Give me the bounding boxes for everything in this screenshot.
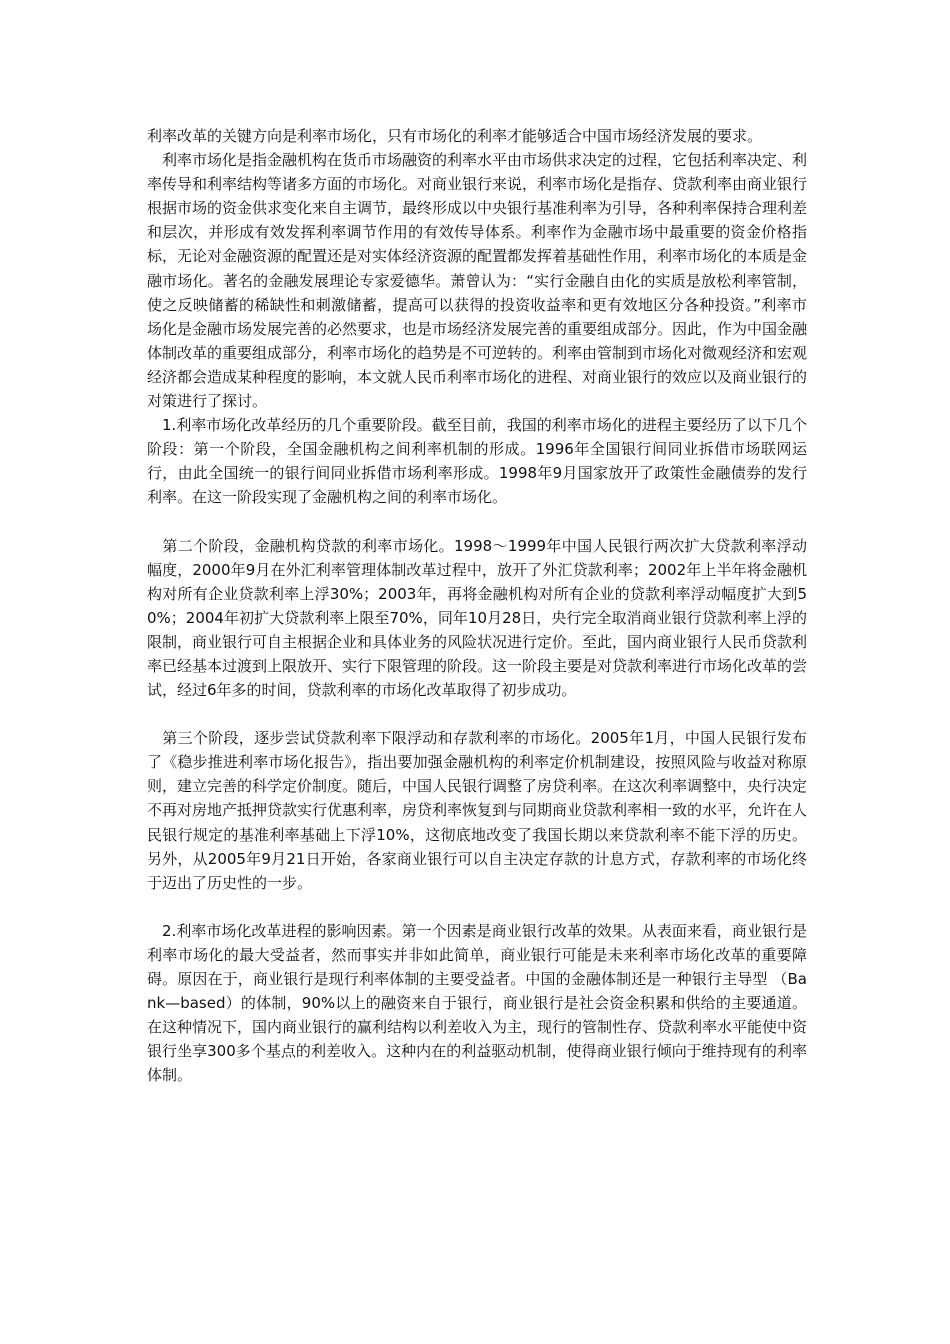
paragraph-spacer	[147, 895, 807, 919]
document-body	[147, 124, 807, 1087]
paragraph-definition: 利率市场化是指金融机构在货币市场融资的利率水平由市场供求决定的过程，它包括利率决定、利率传导和利率结构等诸多方面的市场化。对商业银行来说，利率市场化是指存、贷款利率由商业银行根据市场的资金供求变化来自主调节，最终形成以中央银行基准利率为引导，各种利率保持合理利差和层次，并形成有效发挥利率调节作用的有效传导体系。利率作为金融市场中最重要的资金价格指标，无论对金融资源的配置还是对实体经济资源的配置都发挥着基础性作用，利率市场化的本质是金融市场化。著名的金融发展理论专家爱德华。萧曾认为：“实行金融自由化的实质是放松利率管制，使之反映储蓄的稀缺性和刺激储蓄，提高可以获得的投资收益率和更有效地区分各种投资。”利率市场化是金融市场发展完善的必然要求，也是市场经济发展完善的重要组成部分。因此，作为中国金融体制改革的重要组成部分，利率市场化的趋势是不可逆转的。利率由管制到市场化对微观经济和宏观经济都会造成某种程度的影响，本文就人民币利率市场化的进程、对商业银行的效应以及商业银行的对策进行了探讨。	[147, 151, 808, 411]
paragraph-spacer	[147, 702, 807, 726]
paragraph-influencing-factors: 2.利率市场化改革进程的影响因素。第一个因素是商业银行改革的效果。从表面来看，商业银行是利率市场化的最大受益者，然而事实并非如此简单，商业银行可能是未来利率市场化改革的重要障碍。原因在于，商业银行是现行利率体制的主要受益者。中国的金融体制还是一种银行主导型 （Bank—based）的体制，90%以上的融资来自于银行，商业银行是社会资金积累和供给的主要通道。在这种情况下，国内商业银行的赢利结构以利差收入为主，现行的管制性存、贷款利率水平能使中资银行坐享300多个基点的利差收入。这种内在的利益驱动机制，使得商业银行倾向于维持现有的利率体制。	[147, 921, 808, 1085]
paragraph-intro: 利率改革的关键方向是利率市场化，只有市场化的利率才能够适合中国市场经济发展的要求。	[147, 127, 763, 145]
paragraph-stage-two: 第二个阶段，金融机构贷款的利率市场化。1998～1999年中国人民银行两次扩大贷款利率浮动幅度，2000年9月在外汇利率管理体制改革过程中，放开了外汇贷款利率；2002年上半年将金融机构对所有企业贷款利率上浮30%；2003年，再将金融机构对所有企业的贷款利率浮动幅度扩大到50%；2004年初扩大贷款利率上限至70%，同年10月28日，央行完全取消商业银行贷款利率上浮的限制，商业银行可自主根据企业和具体业务的风险状况进行定价。至此，国内商业银行人民币贷款利率已经基本过渡到上限放开、实行下限管理的阶段。这一阶段主要是对贷款利率进行市场化改革的尝试，经过6年多的时间，贷款利率的市场化改革取得了初步成功。	[147, 536, 808, 700]
paragraph-spacer	[147, 510, 807, 534]
paragraph-stage-three: 第三个阶段，逐步尝试贷款利率下限浮动和存款利率的市场化。2005年1月，中国人民银行发布了《稳步推进利率市场化报告》，指出要加强金融机构的利率定价机制建设，按照风险与收益对称原则，建立完善的科学定价制度。随后，中国人民银行调整了房贷利率。在这次利率调整中，央行决定不再对房地产抵押贷款实行优惠利率，房贷利率恢复到与同期商业贷款利率相一致的水平，允许在人民银行规定的基准利率基础上下浮10%，这彻底地改变了我国长期以来贷款利率不能下浮的历史。另外，从2005年9月21日开始，各家商业银行可以自主决定存款的计息方式，存款利率的市场化终于迈出了历史性的一步。	[147, 729, 808, 892]
paragraph-stage-one: 1.利率市场化改革经历的几个重要阶段。截至目前，我国的利率市场化的进程主要经历了以下几个阶段：第一个阶段，全国金融机构之间利率机制的形成。1996年全国银行间同业拆借市场联网运行，由此全国统一的银行间同业拆借市场利率形成。1998年9月国家放开了政策性金融债券的发行利率。在这一阶段实现了金融机构之间的利率市场化。	[147, 416, 807, 507]
